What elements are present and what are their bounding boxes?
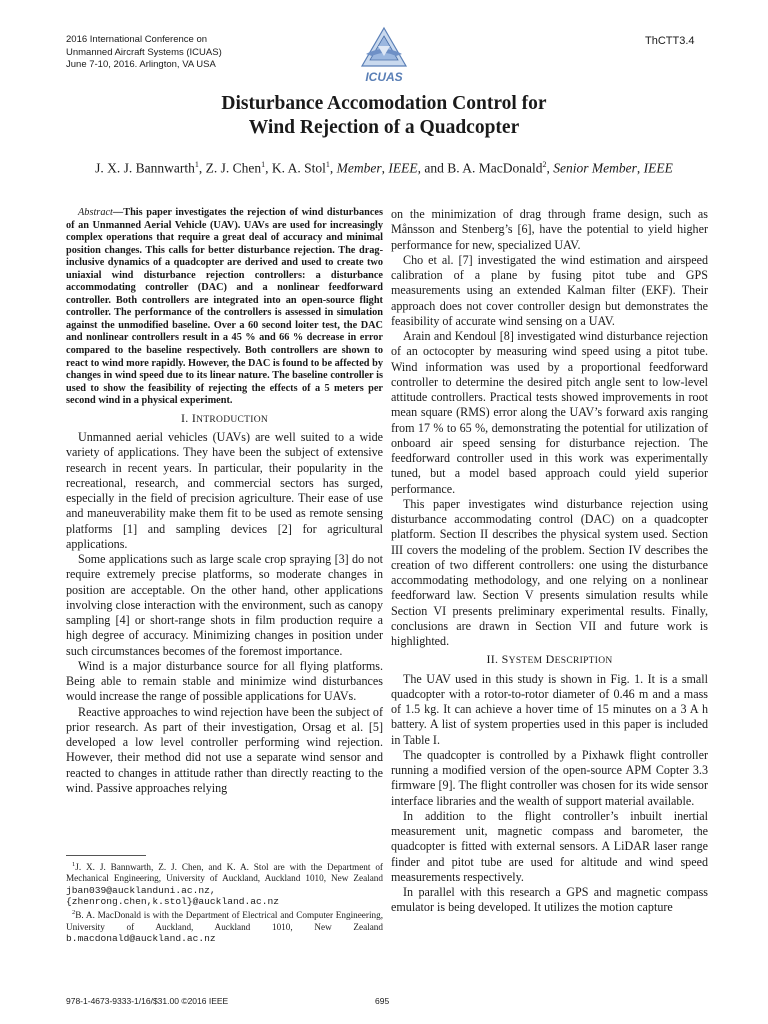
author-list: J. X. J. Bannwarth$^1$, Z. J. Chen$^1$, K. A. Stol$^1$, Member, IEEE, and B. A. MacDonald$^2$, Senior Member, IEEE	[95, 160, 673, 176]
footnote-2	[66, 907, 383, 944]
and-word: and	[424, 160, 444, 176]
ieee-label: IEEE	[388, 160, 418, 176]
membership: Member	[336, 160, 382, 176]
title-line: Disturbance Accomodation Control for	[221, 93, 547, 114]
author-name: J. X. J. Bannwarth	[95, 160, 195, 176]
email-link[interactable]: jban039@aucklanduni.ac.nz,	[66, 884, 216, 896]
isbn-line: 978-1-4673-9333-1/16/$31.00 ©2016 IEEE	[66, 996, 229, 1006]
footnote-mark: 1	[72, 861, 76, 868]
author-name: B. A. MacDonald	[447, 160, 543, 176]
section-heading-introduction	[66, 411, 383, 428]
footnote-1	[66, 859, 383, 907]
footnotes	[66, 859, 383, 944]
paragraph: Reactive approaches to wind rejection have been the subject of prior research. As part of their investigation, Orsag et al. [5] developed a low level controller performing wind rejection. However, their method did not use a separate wind sensor and reacted to changes in attitude rather than directly reacting to the wind. Passive approaches relying	[66, 704, 383, 795]
email-link[interactable]: b.macdonald@auckland.ac.nz	[66, 932, 216, 944]
footnote-rule	[66, 855, 146, 856]
conference-line: June 7-10, 2016. Arlington, VA USA	[66, 59, 216, 71]
section-rest: ESCRIPTION	[554, 656, 613, 667]
paragraph: on the minimization of drag through frame design, such as Månsson and Stenberg’s [6], have the potential to yield higher performance for new, specialized UAV.	[391, 207, 708, 252]
icuas-logo	[356, 26, 412, 88]
left-column	[66, 207, 383, 796]
paper-title	[0, 92, 768, 140]
section-initial: I	[191, 410, 197, 425]
affil-mark: 1	[325, 160, 330, 169]
footnote-text: J. X. J. Bannwarth, Z. J. Chen, and K. A. Stol are with the Department of Mechanical Engineering, University of Auckland, Auckland 1010, New Zealand	[66, 862, 383, 884]
conference-info	[66, 34, 222, 72]
paragraph: The quadcopter is controlled by a Pixhawk flight controller running a modified version of the open-source APM Copter 3.3 firmware [9]. The flight controller was chosen for its wide sensor interface libraries and the wealth of support material available.	[391, 747, 708, 808]
footnote-text: B. A. MacDonald is with the Department of Electrical and Computer Engineering, University of Auckland, Auckland 1010, New Zealand	[66, 910, 383, 932]
paragraph: Unmanned aerial vehicles (UAVs) are well suited to a wide variety of applications. They have been the subject of extensive research in recent years. In particular, their popularity in the recreational, research, and commercial sectors has surged, especially in the field of precision agriculture. Their ease of use and maneuverability make them fit to be used as remote sensing platforms [1] and sampling devices [2] for agricultural applications.	[66, 430, 383, 551]
paragraph: Cho et al. [7] investigated the wind estimation and airspeed calibration of a plane by fusing pitot tube and GPS measurements using an extended Kalman filter (EKF). Their approach does not cover controller design but demonstrates the feasibility of accurate wind sensing on a UAV.	[391, 252, 708, 328]
section-initial: S	[501, 652, 509, 667]
paragraph: The UAV used in this study is shown in Fig. 1. It is a small quadcopter with a rotor-to-rotor diameter of 0.46 m and a mass of 1.5 kg. It can achieve a hover time of 15 minutes on a 3 A h battery. A list of system properties used in this paper is included in Table I.	[391, 671, 708, 747]
paper-code: ThCTT3.4	[645, 35, 695, 47]
paragraph: Some applications such as large scale crop spraying [3] do not require extremely precise platforms, so moderate changes in position are acceptable. On the other hand, other applications involving close interaction with the environment, such as canopy sampling [4] or short-range shots in film production require a high degree of accuracy. Minimizing changes in position under such circumstances becomes of the foremost importance.	[66, 552, 383, 658]
membership: Senior Member	[553, 160, 637, 176]
page-number: 695	[375, 996, 390, 1006]
abstract-text: This paper investigates the rejection of wind disturbances of an Unmanned Aerial Vehicle (UAV). UAVs are used for increasingly complex operations that require a great deal of accuracy and minimal position changes. This calls for better disturbance rejection. The drag-inclusive dynamics of a quadcopter are derived and used to create two uniaxial wind disturbance rejection controllers: a disturbance accommodating controller (DAC) and a nonlinear feedforward controller. Both controllers are integrated into an open-source flight controller. The performance of the controllers is assessed in simulation against the unmodified baseline. Over a 60 second loiter test, the DAC and nonlinear controllers result in a 45 % and 66 % decrease in error compared to the baseline respectively. Both controllers are shown to react to wind more rapidly. However, the DAC is found to be affected by changes in wind speed due to its linear nature. The baseline controller is used to show the feasibility of rejecting the effects of a 5 meters per second wind in a physical experiment.	[66, 207, 383, 407]
author-name: Z. J. Chen	[205, 160, 262, 176]
conference-line: Unmanned Aircraft Systems (ICUAS)	[66, 46, 222, 58]
section-number: I.	[180, 410, 189, 425]
paragraph: This paper investigates wind disturbance rejection using disturbance accommodating control (DAC) on a quadcopter platform. Section II describes the physical system used. Section III covers the modeling of the problem. Section IV describes the creation of two different controllers: one using the disturbance accommodating methodology, and one relying on a nonlinear feedforward law. Section V presents simulation results while Section VI presents preliminary experimental results. Finally, conclusions are drawn in Section VII and future work is highlighted.	[391, 496, 708, 648]
section-heading-system-description	[391, 652, 708, 669]
affil-mark: 1	[194, 160, 199, 169]
paragraph: Wind is a major disturbance source for all flying platforms. Being able to remain stable and minimize wind disturbances would increase the range of possible applications for UAVs.	[66, 658, 383, 704]
section-rest: NTRODUCTION	[196, 414, 269, 425]
abstract-dash: —	[112, 207, 124, 218]
paragraph: In addition to the flight controller’s inbuilt inertial measurement unit, magnetic compass and barometer, the quadcopter is fitted with external sensors. A LiDAR laser range finder and pitot tube are used for altitude and wind speed measurements respectively.	[391, 808, 708, 884]
affil-mark: 2	[542, 160, 547, 169]
email-link[interactable]: {zhenrong.chen,k.stol}@auckland.ac.nz	[66, 895, 280, 907]
logo-text: ICUAS	[365, 70, 403, 84]
right-column	[391, 207, 708, 916]
footnote-mark: 2	[72, 909, 76, 917]
abstract	[66, 207, 383, 408]
paragraph: In parallel with this research a GPS and magnetic compass emulator is being developed. It utilizes the motion capture	[391, 885, 708, 915]
title-line: Wind Rejection of a Quadcopter	[248, 117, 520, 138]
section-rest: YSTEM	[508, 656, 543, 667]
paragraph: Arain and Kendoul [8] investigated wind disturbance rejection of an octocopter by measuring wind speed using a pitot tube. Wind information was used by a proportional feedforward controller to determine the desired pitch angle sent to low-level attitude controllers. Practical tests showed improvements in root mean square (RMS) error along the UAV’s forward axis ranging from 17 % to 65 %, demonstrating the potential for utilization of onboard air speed sensing for disturbance rejection. The feedforward controller used in this work was experimentally tuned, but a model based approach could yield superior performance.	[391, 329, 708, 496]
conference-line: 2016 International Conference on	[66, 34, 208, 45]
section-initial: D	[545, 652, 555, 667]
abstract-label: Abstract	[78, 207, 113, 218]
section-number: II.	[486, 652, 499, 667]
affil-mark: 1	[261, 160, 266, 169]
author-name: K. A. Stol	[271, 160, 326, 176]
ieee-label: IEEE	[643, 160, 673, 176]
